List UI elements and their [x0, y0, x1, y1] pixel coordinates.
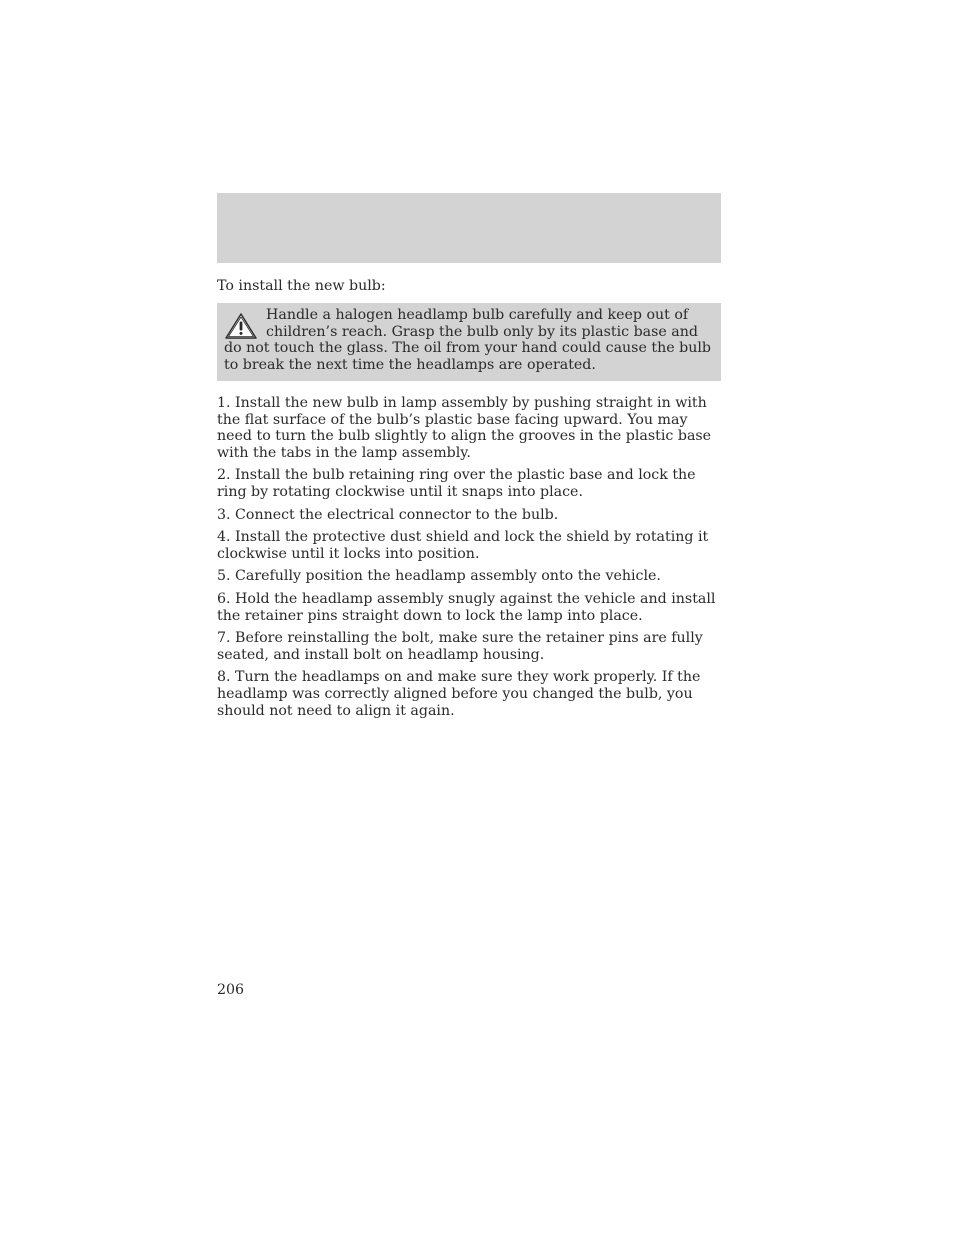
step-6: 6. Hold the headlamp assembly snugly against the vehicle and install the retainer pins straight down to lock the lamp into place. — [217, 590, 716, 624]
step-7: 7. Before reinstalling the bolt, make sure the retainer pins are fully seated, and install bolt on headlamp housing. — [217, 630, 703, 663]
step-2: 2. Install the bulb retaining ring over the plastic base and lock the ring by rotating clockwise until it snaps into place. — [217, 467, 696, 500]
step-8: 8. Turn the headlamps on and make sure they work properly. If the headlamp was correctly aligned before you changed the bulb, you should not need to align it again. — [217, 669, 701, 719]
installation-steps — [217, 395, 721, 725]
section-header-band — [217, 193, 721, 263]
warning-box — [217, 303, 721, 381]
step-4: 4. Install the protective dust shield and lock the shield by rotating it clockwise until it locks into position. — [217, 529, 709, 562]
step-1: 1. Install the new bulb in lamp assembly by pushing straight in with the flat surface of the bulb’s plastic base facing upward. You may need to turn the bulb slightly to align the grooves in the plastic base with the tabs in the lamp assembly. — [217, 395, 712, 461]
page-number: 206 — [217, 982, 245, 998]
step-5: 5. Carefully position the headlamp assembly onto the vehicle. — [217, 568, 661, 585]
intro-text: To install the new bulb: — [217, 278, 386, 294]
warning-triangle-icon — [224, 312, 258, 340]
step-3: 3. Connect the electrical connector to the bulb. — [217, 506, 559, 523]
warning-text: Handle a halogen headlamp bulb carefully and keep out of children’s reach. Grasp the bulb only by its plastic base and do not touch the glass. The oil from your hand could cause the bulb to break the next time the headlamps are operated. — [224, 307, 711, 373]
